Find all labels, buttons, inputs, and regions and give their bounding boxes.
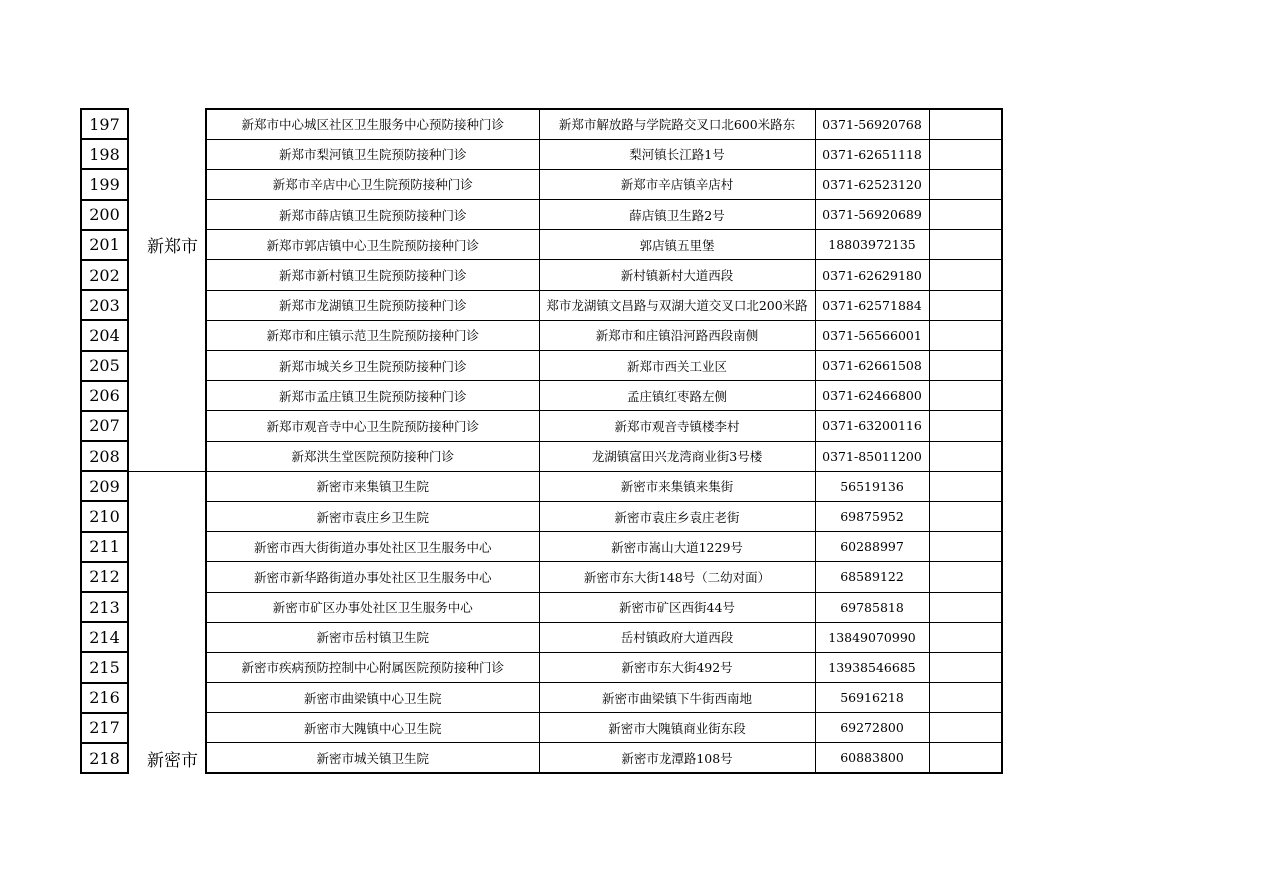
- city-cell: [140, 169, 206, 199]
- table-row: [81, 260, 1002, 290]
- phone-cell: 0371-62523120: [815, 169, 929, 199]
- address-cell: 新郑市西关工业区: [539, 351, 815, 381]
- clinic-name-cell: 新郑市和庄镇示范卫生院预防接种门诊: [206, 320, 539, 350]
- spacer-cell: [128, 622, 140, 652]
- address-cell: 新密市曲梁镇下牛街西南地: [539, 683, 815, 713]
- row-number-cell: 211: [81, 532, 128, 562]
- phone-cell: 0371-56920768: [815, 109, 929, 139]
- table-row: [81, 683, 1002, 713]
- table-row: [81, 592, 1002, 622]
- address-cell: 龙湖镇富田兴龙湾商业街3号楼: [539, 441, 815, 471]
- row-number-cell: 218: [81, 743, 128, 773]
- address-cell: 新密市东大街492号: [539, 652, 815, 682]
- row-number-cell: 208: [81, 441, 128, 471]
- phone-cell: 56519136: [815, 471, 929, 501]
- clinic-name-cell: 新郑市城关乡卫生院预防接种门诊: [206, 351, 539, 381]
- city-cell: [140, 411, 206, 441]
- phone-cell: 0371-62661508: [815, 351, 929, 381]
- address-cell: 新密市龙潭路108号: [539, 743, 815, 773]
- table-row: [81, 743, 1002, 773]
- phone-cell: 69272800: [815, 713, 929, 743]
- note-cell: [929, 683, 1002, 713]
- clinic-name-cell: 新密市疾病预防控制中心附属医院预防接种门诊: [206, 652, 539, 682]
- phone-cell: 0371-85011200: [815, 441, 929, 471]
- spacer-cell: [128, 230, 140, 260]
- address-cell: 薛店镇卫生路2号: [539, 200, 815, 230]
- spacer-cell: [128, 169, 140, 199]
- spacer-cell: [128, 532, 140, 562]
- note-cell: [929, 290, 1002, 320]
- table-row: [81, 532, 1002, 562]
- row-number-cell: 198: [81, 139, 128, 169]
- spacer-cell: [128, 381, 140, 411]
- clinic-name-cell: 新密市新华路街道办事处社区卫生服务中心: [206, 562, 539, 592]
- clinic-name-cell: 新密市岳村镇卫生院: [206, 622, 539, 652]
- phone-cell: 56916218: [815, 683, 929, 713]
- clinic-name-cell: 新密市来集镇卫生院: [206, 471, 539, 501]
- address-cell: 新郑市观音寺镇楼李村: [539, 411, 815, 441]
- table-row: [81, 652, 1002, 682]
- table-row: [81, 381, 1002, 411]
- note-cell: [929, 562, 1002, 592]
- clinic-name-cell: 新郑市郭店镇中心卫生院预防接种门诊: [206, 230, 539, 260]
- city-cell: [140, 532, 206, 562]
- table-row: [81, 622, 1002, 652]
- clinic-name-cell: 新郑市梨河镇卫生院预防接种门诊: [206, 139, 539, 169]
- note-cell: [929, 230, 1002, 260]
- city-cell: [140, 562, 206, 592]
- city-cell: [140, 351, 206, 381]
- address-cell: 新密市袁庄乡袁庄老街: [539, 501, 815, 531]
- address-cell: 新密市矿区西街44号: [539, 592, 815, 622]
- city-cell: [140, 139, 206, 169]
- spacer-cell: [128, 260, 140, 290]
- table-row: [81, 411, 1002, 441]
- phone-cell: 0371-62651118: [815, 139, 929, 169]
- note-cell: [929, 109, 1002, 139]
- address-cell: 孟庄镇红枣路左侧: [539, 381, 815, 411]
- note-cell: [929, 441, 1002, 471]
- note-cell: [929, 381, 1002, 411]
- row-number-cell: 206: [81, 381, 128, 411]
- note-cell: [929, 592, 1002, 622]
- spacer-cell: [128, 109, 140, 139]
- note-cell: [929, 471, 1002, 501]
- note-cell: [929, 200, 1002, 230]
- note-cell: [929, 622, 1002, 652]
- spacer-cell: [128, 713, 140, 743]
- row-number-cell: 217: [81, 713, 128, 743]
- city-cell: [140, 622, 206, 652]
- phone-cell: 0371-56920689: [815, 200, 929, 230]
- table-row: [81, 200, 1002, 230]
- table-row: [81, 351, 1002, 381]
- table-row: [81, 320, 1002, 350]
- city-group-divider: [127, 471, 206, 472]
- city-cell: [140, 320, 206, 350]
- note-cell: [929, 743, 1002, 773]
- row-number-cell: 212: [81, 562, 128, 592]
- phone-cell: 68589122: [815, 562, 929, 592]
- clinic-name-cell: 新密市袁庄乡卫生院: [206, 501, 539, 531]
- clinic-name-cell: 新密市矿区办事处社区卫生服务中心: [206, 592, 539, 622]
- clinic-name-cell: 新郑洪生堂医院预防接种门诊: [206, 441, 539, 471]
- address-cell: 新郑市辛店镇辛店村: [539, 169, 815, 199]
- row-number-cell: 205: [81, 351, 128, 381]
- spacer-cell: [128, 683, 140, 713]
- table-row: [81, 139, 1002, 169]
- clinic-name-cell: 新郑市孟庄镇卫生院预防接种门诊: [206, 381, 539, 411]
- address-cell: 新密市嵩山大道1229号: [539, 532, 815, 562]
- spacer-cell: [128, 652, 140, 682]
- phone-cell: 0371-56566001: [815, 320, 929, 350]
- city-cell: [140, 471, 206, 501]
- city-cell: [140, 381, 206, 411]
- address-cell: 新密市东大街148号（二幼对面）: [539, 562, 815, 592]
- table-row: [81, 471, 1002, 501]
- address-cell: 郑市龙湖镇文昌路与双湖大道交叉口北200米路: [539, 290, 815, 320]
- spacer-cell: [128, 351, 140, 381]
- city-cell: [140, 260, 206, 290]
- clinic-name-cell: 新密市城关镇卫生院: [206, 743, 539, 773]
- table-row: [81, 230, 1002, 260]
- table-row: [81, 290, 1002, 320]
- phone-cell: 60288997: [815, 532, 929, 562]
- row-number-cell: 214: [81, 622, 128, 652]
- table-row: [81, 713, 1002, 743]
- clinic-table: [80, 108, 1003, 774]
- row-number-cell: 216: [81, 683, 128, 713]
- note-cell: [929, 351, 1002, 381]
- note-cell: [929, 713, 1002, 743]
- row-number-cell: 201: [81, 230, 128, 260]
- row-number-cell: 199: [81, 169, 128, 199]
- table-row: [81, 501, 1002, 531]
- city-cell: [140, 592, 206, 622]
- clinic-name-cell: 新郑市龙湖镇卫生院预防接种门诊: [206, 290, 539, 320]
- row-number-cell: 213: [81, 592, 128, 622]
- note-cell: [929, 532, 1002, 562]
- spacer-cell: [128, 501, 140, 531]
- phone-cell: 13849070990: [815, 622, 929, 652]
- phone-cell: 0371-62466800: [815, 381, 929, 411]
- note-cell: [929, 320, 1002, 350]
- row-number-cell: 204: [81, 320, 128, 350]
- spacer-cell: [128, 411, 140, 441]
- phone-cell: 69785818: [815, 592, 929, 622]
- city-cell: [140, 109, 206, 139]
- spacer-cell: [128, 320, 140, 350]
- clinic-name-cell: 新郑市中心城区社区卫生服务中心预防接种门诊: [206, 109, 539, 139]
- phone-cell: 18803972135: [815, 230, 929, 260]
- phone-cell: 0371-62629180: [815, 260, 929, 290]
- note-cell: [929, 139, 1002, 169]
- note-cell: [929, 169, 1002, 199]
- address-cell: 新密市来集镇来集街: [539, 471, 815, 501]
- clinic-name-cell: 新密市大隗镇中心卫生院: [206, 713, 539, 743]
- spacer-cell: [128, 743, 140, 773]
- spacer-cell: [128, 139, 140, 169]
- spacer-cell: [128, 200, 140, 230]
- clinic-name-cell: 新郑市辛店中心卫生院预防接种门诊: [206, 169, 539, 199]
- row-number-cell: 210: [81, 501, 128, 531]
- clinic-name-cell: 新郑市薛店镇卫生院预防接种门诊: [206, 200, 539, 230]
- table-row: [81, 441, 1002, 471]
- spacer-cell: [128, 562, 140, 592]
- spacer-cell: [128, 592, 140, 622]
- city-cell: [140, 652, 206, 682]
- address-cell: 新郑市和庄镇沿河路西段南侧: [539, 320, 815, 350]
- city-label: 新密市: [147, 750, 198, 771]
- note-cell: [929, 411, 1002, 441]
- row-number-cell: 197: [81, 109, 128, 139]
- phone-cell: 60883800: [815, 743, 929, 773]
- city-cell: [140, 713, 206, 743]
- note-cell: [929, 652, 1002, 682]
- city-label: 新郑市: [147, 237, 198, 258]
- city-cell: [140, 441, 206, 471]
- note-cell: [929, 501, 1002, 531]
- spacer-cell: [128, 290, 140, 320]
- note-cell: [929, 260, 1002, 290]
- clinic-name-cell: 新郑市观音寺中心卫生院预防接种门诊: [206, 411, 539, 441]
- phone-cell: 13938546685: [815, 652, 929, 682]
- phone-cell: 0371-62571884: [815, 290, 929, 320]
- city-cell: [140, 501, 206, 531]
- phone-cell: 69875952: [815, 501, 929, 531]
- table-row: [81, 109, 1002, 139]
- address-cell: 新村镇新村大道西段: [539, 260, 815, 290]
- city-cell: [140, 683, 206, 713]
- table-row: [81, 169, 1002, 199]
- clinic-name-cell: 新密市曲梁镇中心卫生院: [206, 683, 539, 713]
- row-number-cell: 215: [81, 652, 128, 682]
- address-cell: 新密市大隗镇商业街东段: [539, 713, 815, 743]
- phone-cell: 0371-63200116: [815, 411, 929, 441]
- row-number-cell: 207: [81, 411, 128, 441]
- table-row: [81, 562, 1002, 592]
- row-number-cell: 203: [81, 290, 128, 320]
- row-number-cell: 202: [81, 260, 128, 290]
- row-number-cell: 200: [81, 200, 128, 230]
- address-cell: 郭店镇五里堡: [539, 230, 815, 260]
- clinic-name-cell: 新郑市新村镇卫生院预防接种门诊: [206, 260, 539, 290]
- address-cell: 岳村镇政府大道西段: [539, 622, 815, 652]
- spacer-cell: [128, 471, 140, 501]
- clinic-name-cell: 新密市西大街街道办事处社区卫生服务中心: [206, 532, 539, 562]
- city-cell: [140, 200, 206, 230]
- spacer-cell: [128, 441, 140, 471]
- row-number-cell: 209: [81, 471, 128, 501]
- city-cell: [140, 290, 206, 320]
- address-cell: 梨河镇长江路1号: [539, 139, 815, 169]
- address-cell: 新郑市解放路与学院路交叉口北600米路东: [539, 109, 815, 139]
